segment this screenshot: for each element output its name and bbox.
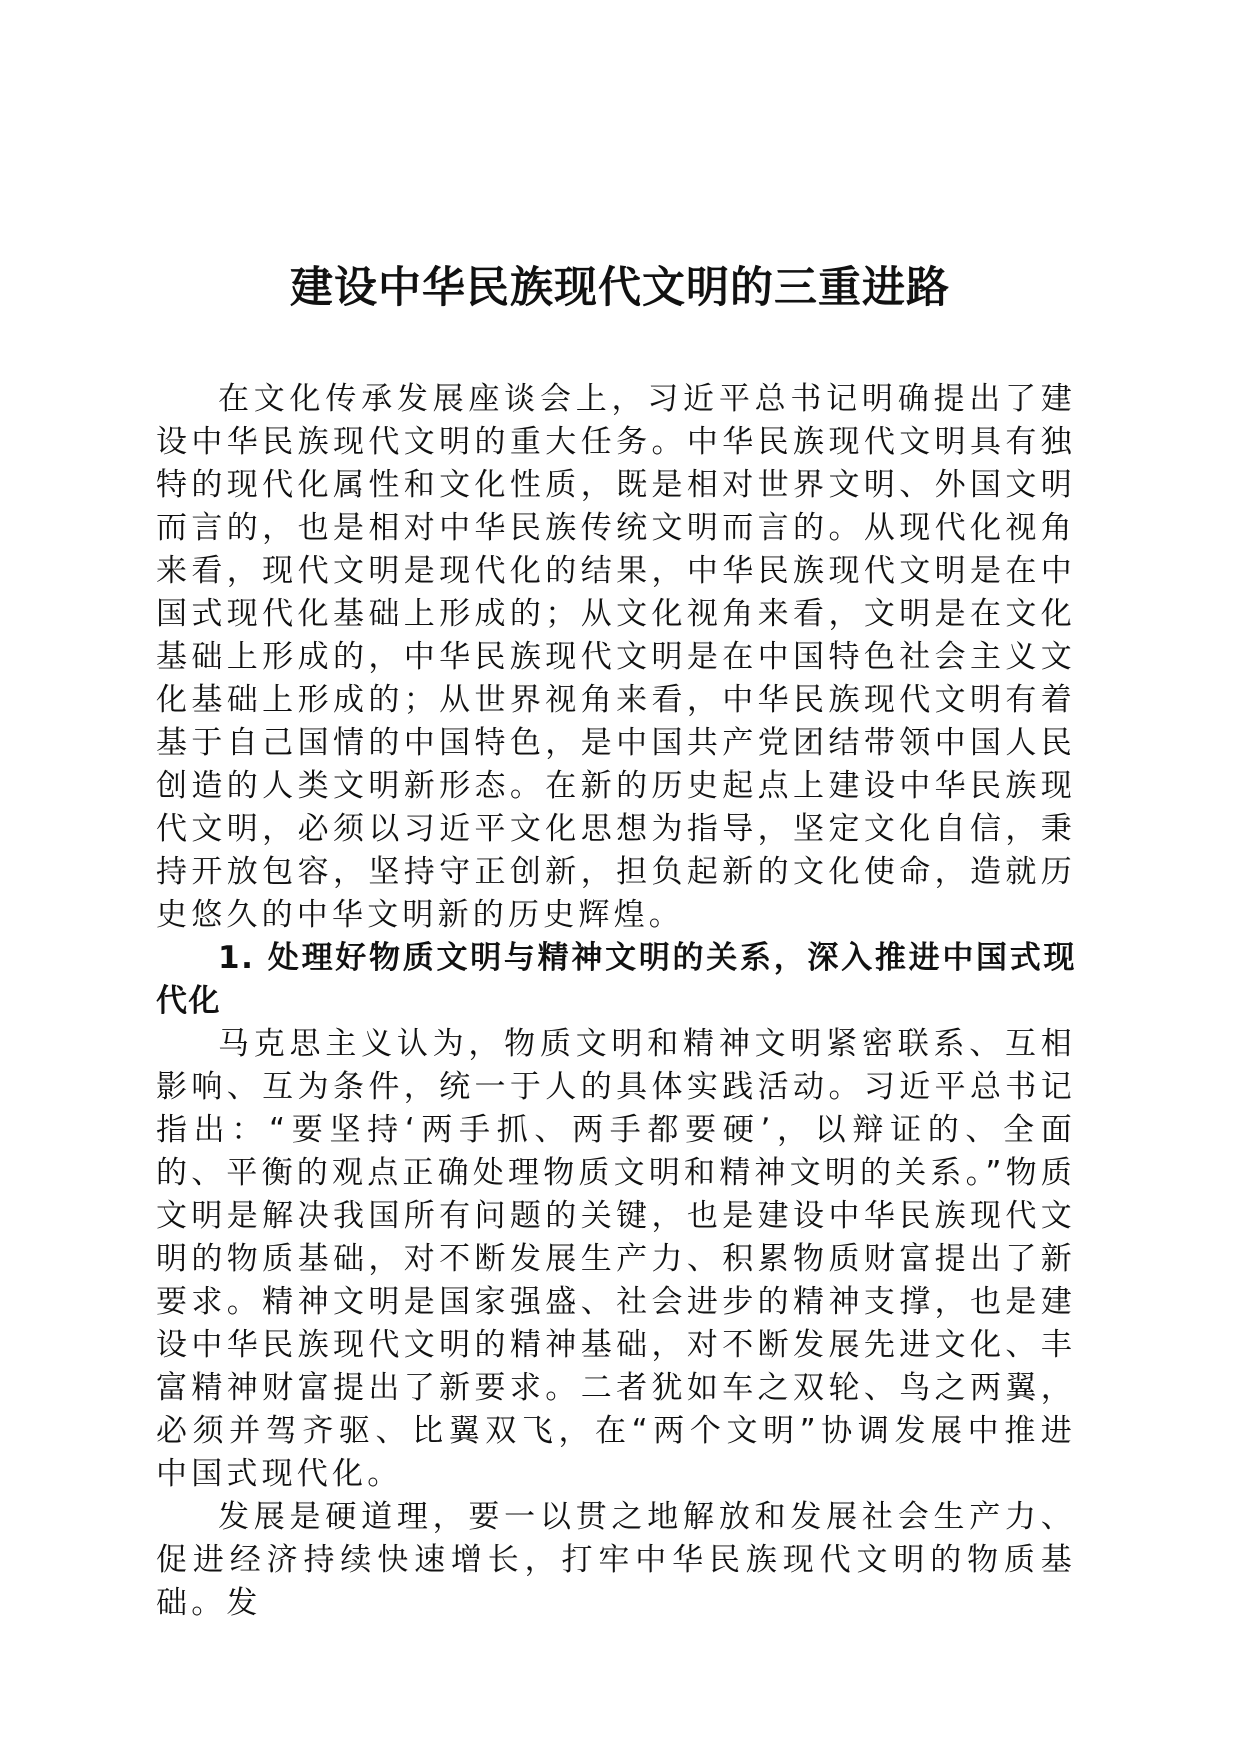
section-heading: 1. 处理好物质文明与精神文明的关系，深入推进中国式现代化 [156,940,1076,1019]
intro-paragraph: 在文化传承发展座谈会上，习近平总书记明确提出了建设中华民族现代文明的重大任务。中华民族现代文明具有独特的现代化属性和文化性质，既是相对世界文明、外国文明而言的，也是相对中华民族传统文明而言的。从现代化视角来看，现代文明是现代化的结果，中华民族现代文明是在中国式现代化基础上形成的；从文化视角来看，文明是在文化基础上形成的，中华民族现代文明是在中国特色社会主义文化基础上形成的；从世界视角来看，中华民族现代文明有着基于自己国情的中国特色，是中国共产党团结带领中国人民创造的人类文明新形态。在新的历史起点上建设中华民族现代文明，必须以习近平文化思想为指导，坚定文化自信，秉持开放包容，坚持守正创新，担负起新的文化使命，造就历史悠久的中华文明新的历史辉煌。 [156,381,1076,933]
document-title: 建设中华民族现代文明的三重进路 [290,263,950,313]
section-paragraph: 发展是硬道理，要一以贯之地解放和发展社会生产力、促进经济持续快速增长，打牢中华民族现代文明的物质基础。发 [156,1499,1076,1621]
section-paragraph: 马克思主义认为，物质文明和精神文明紧密联系、互相影响、互为条件，统一于人的具体实践活动。习近平总书记指出：“要坚持‘两手抓、两手都要硬’，以辩证的、全面的、平衡的观点正确处理物质文明和精神文明的关系。”物质文明是解决我国所有问题的关键，也是建设中华民族现代文明的物质基础，对不断发展生产力、积累物质财富提出了新要求。精神文明是国家强盛、社会进步的精神支撑，也是建设中华民族现代文明的精神基础，对不断发展先进文化、丰富精神财富提出了新要求。二者犹如车之双轮、鸟之两翼，必须并驾齐驱、比翼双飞，在“两个文明”协调发展中推进中国式现代化。 [156,1026,1076,1492]
document-body [156,378,1076,1625]
